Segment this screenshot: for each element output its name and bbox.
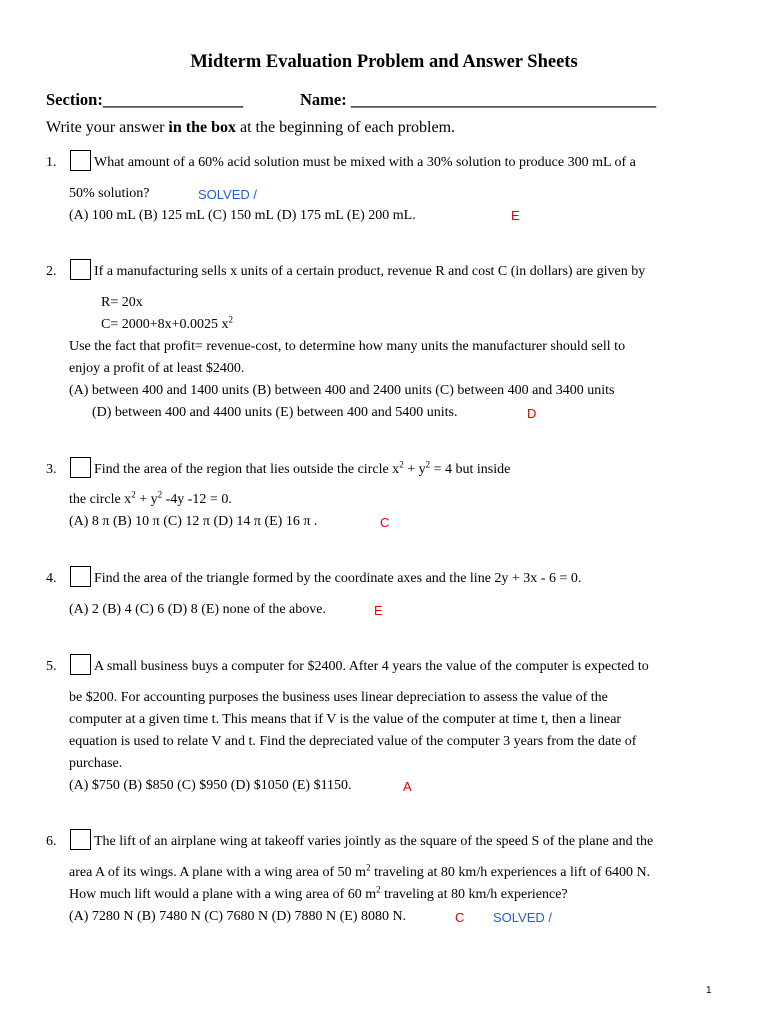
page-title: Midterm Evaluation Problem and Answer Sheets: [190, 52, 578, 72]
problem-number: 5.: [46, 659, 57, 674]
marked-answer: C: [380, 515, 390, 530]
answer-options: (A) 100 mL (B) 125 mL (C) 150 mL (D) 175 mL (E) 200 mL.: [69, 208, 416, 223]
instructions: Write your answer in the box at the beginning of each problem.: [46, 119, 456, 136]
answer-options: (A) 2 (B) 4 (C) 6 (D) 8 (E) none of the above.: [69, 602, 326, 617]
problem-text: A small business buys a computer for $2400. After 4 years the value of the computer is expected to: [94, 659, 649, 674]
problem-text: The lift of an airplane wing at takeoff varies jointly as the square of the speed S of the plane and the: [94, 834, 654, 849]
problem-text: Find the area of the triangle formed by the coordinate axes and the line 2y + 3x - 6 = 0.: [94, 571, 582, 586]
answer-options: (A) 7280 N (B) 7480 N (C) 7680 N (D) 7880 N (E) 8080 N.: [69, 909, 407, 924]
problem-text: How much lift would a plane with a wing area of 60 $m^2$ traveling at 80 km/h experience?: [69, 884, 568, 902]
problem-text: the circle $x^2 + y^2$ -4y -12 = 0.: [69, 489, 232, 507]
answer-options: (A) between 400 and 1400 units (B) between 400 and 2400 units (C) between 400 and 3400 units: [69, 383, 615, 398]
problem-text: Find the area of the region that lies outside the circle $x^2 + y^2 = 4$ but inside: [94, 459, 511, 477]
problem-text: Use the fact that profit= revenue-cost, to determine how many units the manufacturer should sell to: [69, 339, 626, 354]
problem-number: 4.: [46, 571, 57, 586]
problem-text: What amount of a 60% acid solution must be mixed with a 30% solution to produce 300 mL of a: [94, 155, 636, 170]
answer-options: (A) 8 π (B) 10 π (C) 12 π (D) 14 π (E) 16 π .: [69, 514, 318, 529]
marked-answer: E: [374, 603, 383, 618]
problem-text: If a manufacturing sells x units of a certain product, revenue R and cost C (in dollars) are given by: [94, 264, 646, 279]
solved-note: SOLVED /: [493, 910, 553, 925]
name-field: Name: _____________________________________: [300, 90, 657, 109]
problem-text: enjoy a profit of at least $2400.: [69, 361, 245, 376]
answer-box[interactable]: [70, 654, 91, 675]
equation-revenue: R= 20x: [101, 295, 143, 310]
problem-text: 50% solution?: [69, 186, 150, 201]
problem-text: purchase.: [69, 756, 123, 771]
problem-number: 2.: [46, 264, 57, 279]
answer-box[interactable]: [70, 259, 91, 280]
answer-box[interactable]: [70, 150, 91, 171]
page-number: 1: [706, 985, 712, 996]
problem-text: be $200. For accounting purposes the business uses linear depreciation to assess the value of the: [69, 690, 608, 705]
answer-options: (A) $750 (B) $850 (C) $950 (D) $1050 (E) $1150.: [69, 778, 352, 793]
section-field: Section:_________________: [46, 90, 244, 109]
problem-number: 1.: [46, 155, 57, 170]
answer-options: (D) between 400 and 4400 units (E) between 400 and 5400 units.: [92, 405, 458, 420]
answer-box[interactable]: [70, 566, 91, 587]
equation-cost: C= 2000+8x+0.0025 $x^2$: [101, 314, 234, 332]
marked-answer: C: [455, 910, 465, 925]
marked-answer: A: [403, 779, 412, 794]
answer-box[interactable]: [70, 457, 91, 478]
solved-note: SOLVED /: [198, 187, 258, 202]
problem-text: computer at a given time t. This means that if V is the value of the computer at time t, then a linear: [69, 712, 622, 727]
problem-number: 3.: [46, 462, 57, 477]
marked-answer: E: [511, 208, 520, 223]
problem-number: 6.: [46, 834, 57, 849]
answer-box[interactable]: [70, 829, 91, 850]
problem-text: equation is used to relate V and t. Find the depreciated value of the computer 3 years from the date of: [69, 734, 637, 749]
problem-text: area A of its wings. A plane with a wing area of 50 $m^2$ traveling at 80 km/h experiences a lift of 6400 N.: [69, 862, 651, 880]
marked-answer: D: [527, 406, 537, 421]
